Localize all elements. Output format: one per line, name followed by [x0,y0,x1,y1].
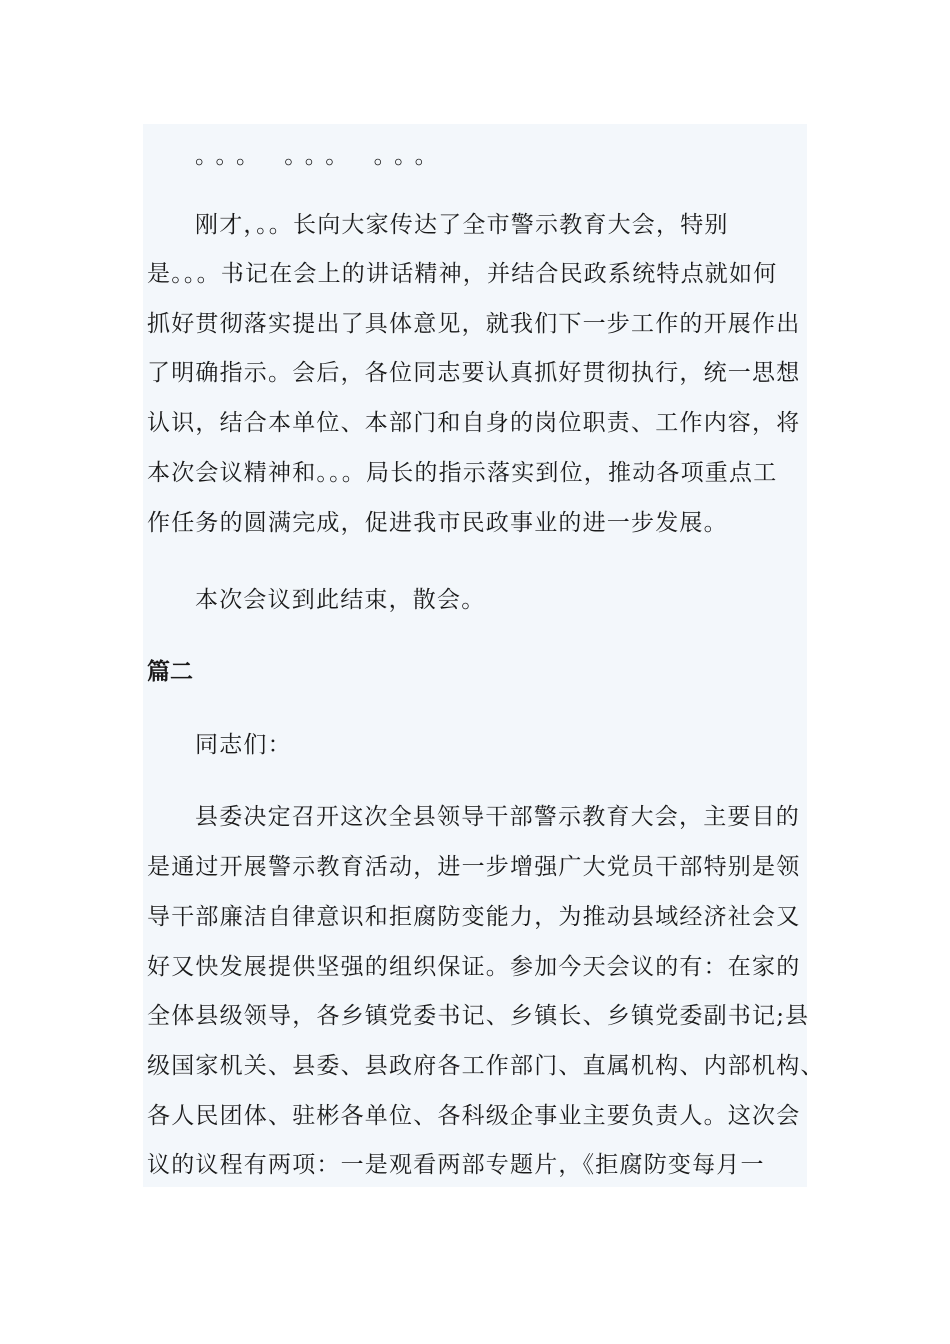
paragraph-2: 本次会议到此结束，散会。 [195,587,486,613]
paragraph-3-line-5: 全体县级领导，各乡镇党委书记、乡镇长、乡镇党委副书记;县 [147,1003,810,1029]
paragraph-1-line-6: 本次会议精神和。。。局长的指示落实到位，推动各项重点工 [147,460,778,486]
paragraph-1-line-5: 认识，结合本单位、本部门和自身的岗位职责、工作内容，将 [147,410,801,436]
paragraph-3-line-7: 各人民团体、驻彬各单位、各科级企事业主要负责人。这次会 [147,1103,801,1129]
section-heading: 篇二 [147,658,193,685]
paragraph-1-line-7: 作任务的圆满完成，促进我市民政事业的进一步发展。 [147,510,728,536]
paragraph-3-line-6: 级国家机关、县委、县政府各工作部门、直属机构、内部机构、 [147,1053,825,1079]
paragraph-3-line-4: 好又快发展提供坚强的组织保证。参加今天会议的有：在家的 [147,954,801,980]
paragraph-1-line-2: 是。。。书记在会上的讲话精神，并结合民政系统特点就如何 [147,261,778,287]
paragraph-3-line-8: 议的议程有两项：一是观看两部专题片，《拒腐防变每月一 [147,1152,765,1178]
top-marks: 。。。 。。。 。。。 [195,143,447,169]
paragraph-3-line-3: 导干部廉洁自律意识和拒腐防变能力，为推动县域经济社会又 [147,904,801,930]
paragraph-1-line-3: 抓好贯彻落实提出了具体意见，就我们下一步工作的开展作出 [147,311,801,337]
greeting: 同志们： [195,732,292,758]
paragraph-3-line-1: 县委决定召开这次全县领导干部警示教育大会，主要目的 [195,804,800,830]
paragraph-1-line-4: 了明确指示。会后，各位同志要认真抓好贯彻执行，统一思想 [147,360,801,386]
paragraph-1-line-1: 刚才，。。长向大家传达了全市警示教育大会，特别 [195,212,729,238]
paragraph-3-line-2: 是通过开展警示教育活动，进一步增强广大党员干部特别是领 [147,854,801,880]
